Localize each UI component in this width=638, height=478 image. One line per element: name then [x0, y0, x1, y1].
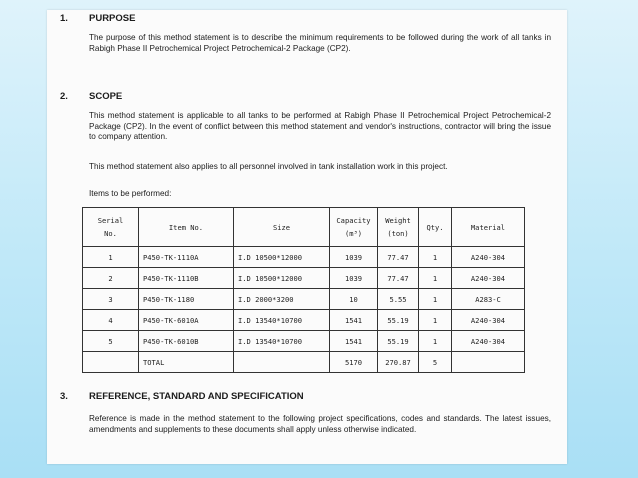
table-row — [83, 310, 525, 331]
cell-qty: 1 — [419, 289, 452, 310]
header-qty: Qty. — [419, 208, 452, 247]
cell-weight: 77.47 — [378, 247, 419, 268]
section-1-number: 1. — [60, 13, 68, 24]
cell-weight: 55.19 — [378, 331, 419, 352]
cell-size: I.D 2000*3200 — [234, 289, 330, 310]
items-intro: Items to be performed: — [89, 189, 172, 198]
cell-capacity: 1039 — [330, 247, 378, 268]
cell-qty: 1 — [419, 310, 452, 331]
total-qty: 5 — [419, 352, 452, 373]
cell-qty: 1 — [419, 247, 452, 268]
cell-empty — [452, 352, 525, 373]
cell-size: I.D 10500*12000 — [234, 268, 330, 289]
cell-qty: 1 — [419, 268, 452, 289]
total-label: TOTAL — [139, 352, 234, 373]
cell-size: I.D 13540*10700 — [234, 310, 330, 331]
cell-capacity: 1541 — [330, 331, 378, 352]
cell-serial: 2 — [83, 268, 139, 289]
total-capacity: 5170 — [330, 352, 378, 373]
section-2-number: 2. — [60, 91, 68, 102]
cell-empty — [83, 352, 139, 373]
header-size: Size — [234, 208, 330, 247]
purpose-paragraph: The purpose of this method statement is to describe the minimum requirements to be followed during the work of all tanks in Rabigh Phase II Petrochemical Project Petrochemical-2 Package (CP2). — [89, 33, 551, 53]
cell-material: A240-304 — [452, 310, 525, 331]
cell-size: I.D 10500*12000 — [234, 247, 330, 268]
scope-paragraph: This method statement is applicable to all tanks to be performed at Rabigh Phase II Petrochemical Project Petrochemical-2 Package (CP2). In the event of conflict between this method statement and vendor's instructions, contractor will bring the issue to company attention. — [89, 111, 551, 142]
cell-material: A240-304 — [452, 268, 525, 289]
items-table — [82, 207, 525, 373]
cell-weight: 77.47 — [378, 268, 419, 289]
cell-item: P450-TK-6010B — [139, 331, 234, 352]
cell-serial: 1 — [83, 247, 139, 268]
reference-paragraph: Reference is made in the method statement to the following project specifications, codes and standards. The latest issues, amendments and supplements to these documents shall apply unless otherwise indicated. — [89, 414, 551, 434]
cell-serial: 3 — [83, 289, 139, 310]
cell-item: P450-TK-1110B — [139, 268, 234, 289]
table-header-row — [83, 208, 525, 247]
document-page — [47, 10, 567, 464]
section-3-number: 3. — [60, 391, 68, 402]
cell-size: I.D 13540*10700 — [234, 331, 330, 352]
section-2-title: SCOPE — [89, 91, 123, 102]
cell-material: A283-C — [452, 289, 525, 310]
cell-material: A240-304 — [452, 247, 525, 268]
table-row — [83, 247, 525, 268]
cell-capacity: 1039 — [330, 268, 378, 289]
total-weight: 270.87 — [378, 352, 419, 373]
cell-serial: 4 — [83, 310, 139, 331]
header-material: Material — [452, 208, 525, 247]
cell-material: A240-304 — [452, 331, 525, 352]
cell-serial: 5 — [83, 331, 139, 352]
table-row — [83, 289, 525, 310]
cell-weight: 55.19 — [378, 310, 419, 331]
cell-item: P450-TK-6010A — [139, 310, 234, 331]
section-1-title: PURPOSE — [89, 13, 136, 24]
header-item: Item No. — [139, 208, 234, 247]
section-3-title: REFERENCE, STANDARD AND SPECIFICATION — [89, 391, 304, 402]
cell-item: P450-TK-1110A — [139, 247, 234, 268]
cell-qty: 1 — [419, 331, 452, 352]
table-row — [83, 268, 525, 289]
cell-item: P450-TK-1180 — [139, 289, 234, 310]
table-row — [83, 331, 525, 352]
table-total-row — [83, 352, 525, 373]
cell-capacity: 1541 — [330, 310, 378, 331]
header-weight: Weight (ton) — [378, 208, 419, 247]
header-capacity: Capacity (m³) — [330, 208, 378, 247]
cell-weight: 5.55 — [378, 289, 419, 310]
scope-personnel-paragraph: This method statement also applies to all personnel involved in tank installation work in this project. — [89, 162, 448, 171]
cell-capacity: 10 — [330, 289, 378, 310]
header-serial: Serial No. — [83, 208, 139, 247]
cell-empty — [234, 352, 330, 373]
